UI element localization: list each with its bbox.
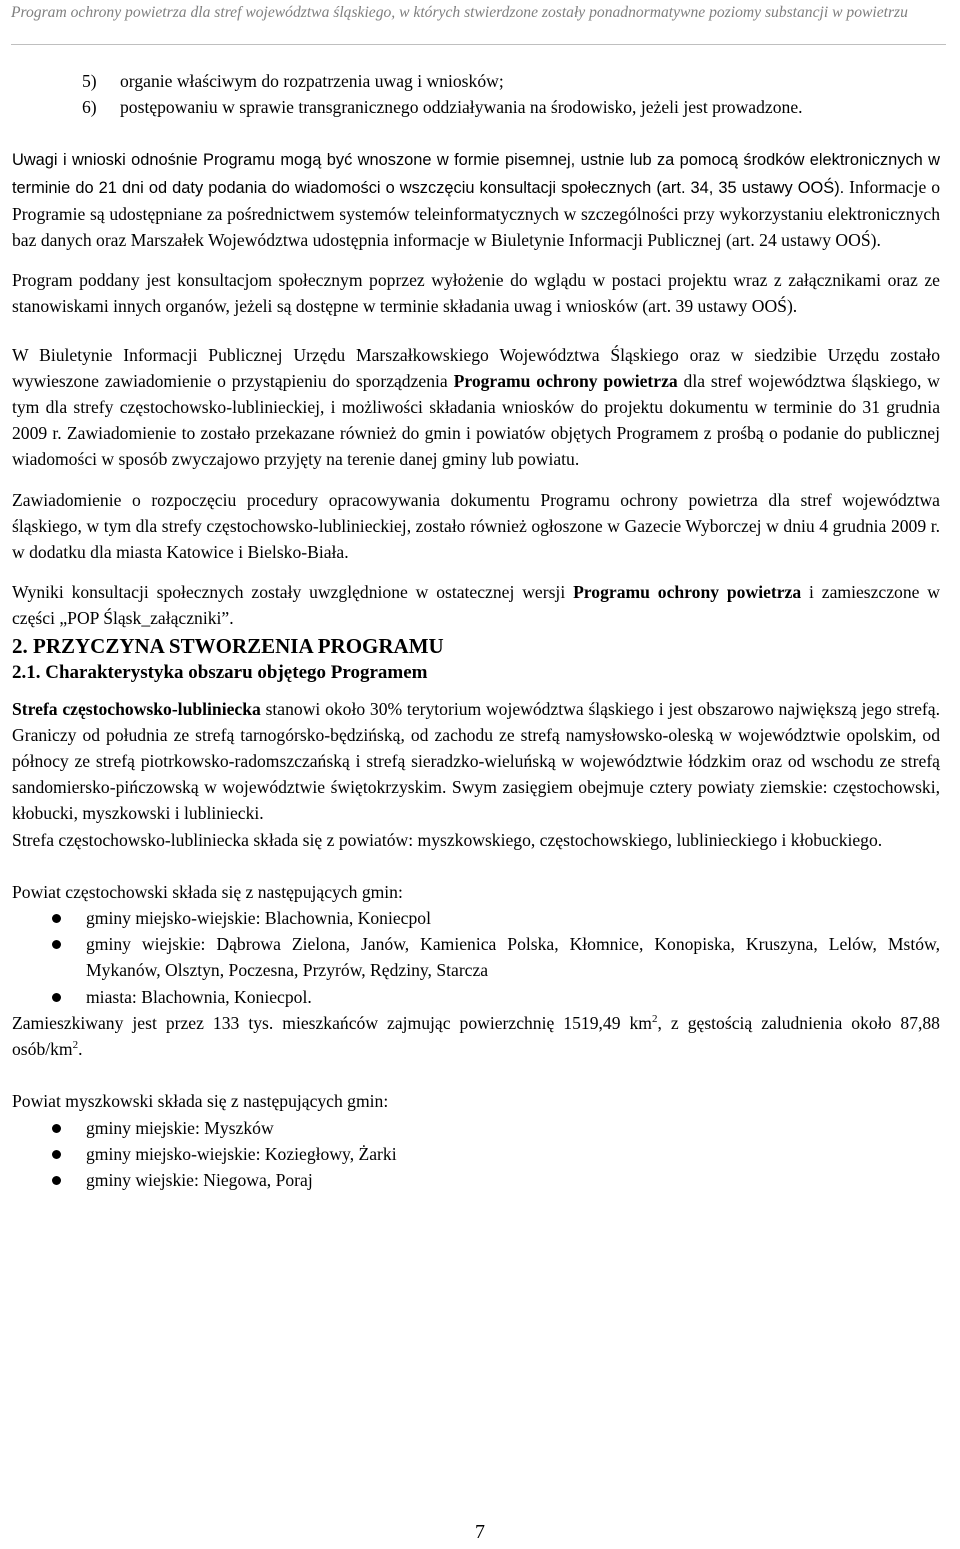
bullet-icon [12,984,86,1010]
text-run: Wyniki konsultacji społecznych zostały uwzględnione w ostatecznej wersji [12,582,574,603]
list-text: gminy wiejskie: Dąbrowa Zielona, Janów, Kamienica Polska, Kłomnice, Konopiska, Kruszyna, Lelów, Mstów, Mykanów, Olsztyn, Poczesna, Przyrów, Rędziny, Starcza [86,934,940,981]
text-run: Zamieszkiwany jest przez 133 tys. mieszkańców zajmując powierzchnię 1519,49 km [12,1012,652,1033]
list-item [12,931,940,983]
text-run: i zamieszczone w części „POP Śląsk_załączniki”. [12,582,940,629]
list-item [12,984,940,1010]
superscript: 2 [72,1039,79,1052]
section-heading: 2. PRZYCZYNA STWORZENIA PROGRAMU [12,633,444,658]
list-text: organie właściwym do rozpatrzenia uwag i wniosków; [120,71,504,91]
list-text: gminy miejsko-wiejskie: Koziegłowy, Żarki [86,1143,397,1164]
text-run: W Biuletynie Informacji Publicznej Urzędu Marszałkowskiego Województwa Śląskiego oraz w siedzibie Urzędu zostało wywieszone zawiadomienie o przystąpieniu do sporządzenia [12,344,940,391]
text-run: . [78,1039,83,1060]
county-population [12,1010,940,1062]
text-run: dla stref województwa śląskiego, w tym dla strefy częstochowsko-lublinieckiej, i możliwości składania wniosków do projektu dokumentu w terminie do 31 grudnia 2009 r. Zawiadomienie to zostało przekazane również do gmin i powiatów objętych Programem z prośbą o podanie do publicznej wiadomości w sposób zwyczajowo przyjęty na terenie danej gminy lub powiatu. [12,370,940,470]
paragraph-serif-part: Informacje o Programie są udostępniane za pośrednictwem systemów teleinformatycznych w szczególności przy wykorzystaniu elektronicznych baz danych oraz Marszałek Województwa udostępnia informacje w Biuletynie Informacji Publicznej (art. 24 ustawy OOŚ). [12,176,940,251]
list-item [12,1115,940,1141]
list-item [12,68,940,94]
superscript: 2 [651,1013,658,1026]
bullet-icon [12,931,86,983]
paragraph-sans-part: Uwagi i wnioski odnośnie Programu mogą być wnoszone w formie pisemnej, ustnie lub za pomocą środków elektronicznych w terminie do 21 dni od daty podania do wiadomości o wszczęciu konsultacji społecznych (art. 34, 35 ustawy OOŚ). [12,151,940,197]
paragraph-public-consultation: Program poddany jest konsultacjom społecznym poprzez wyłożenie do wglądu w postaci projektu wraz z załącznikami oraz ze stanowiskami innych organów, jeżeli są dostępne w terminie składania uwag i wniosków (art. 39 ustawy OOŚ). [12,270,940,317]
bullet-icon [12,1115,86,1141]
list-item [12,94,940,120]
document-body [12,68,940,1193]
paragraph-zone-counties: Strefa częstochowsko-lubliniecka składa się z powiatów: myszkowskiego, częstochowskiego, lublinieckiego i kłobuckiego. [12,829,883,850]
bold-run: Programu ochrony powietrza [453,370,678,391]
bullet-icon [12,905,86,931]
list-item [12,905,940,931]
page-number: 7 [475,1521,485,1543]
numbered-list [12,68,940,120]
running-header: Program ochrony powietrza dla stref województwa śląskiego, w których stwierdzone zostały ponadnormatywne poziomy substancji w powietrzu [11,4,908,21]
bullet-list [12,1115,940,1194]
list-number: 6) [82,97,97,118]
list-text: gminy wiejskie: Niegowa, Poraj [86,1169,313,1190]
bold-run: Programu ochrony powietrza [573,582,802,603]
list-item [12,1167,940,1193]
text-run: , z gęstością zaludnienia około 87,88 osób/km [12,1012,940,1060]
paragraph-consultation-results [12,579,940,631]
county-intro: Powiat częstochowski składa się z następujących gmin: [12,881,403,902]
paragraph-consultation-remarks [12,146,940,253]
paragraph-bip-notice [12,342,940,473]
county-intro: Powiat myszkowski składa się z następujących gmin: [12,1091,389,1112]
bullet-icon [12,1141,86,1167]
paragraph-gazette-notice: Zawiadomienie o rozpoczęciu procedury opracowywania dokumentu Programu ochrony powietrza dla stref województwa śląskiego, w tym dla strefy częstochowsko-lublinieckiej, zostało również ogłoszone w Gazecie Wyborczej w dniu 4 grudnia 2009 r. w dodatku dla miasta Katowice i Bielsko-Biała. [12,489,940,563]
paragraph-zone-description [12,696,940,827]
bullet-list [12,905,940,1010]
subsection-heading: 2.1. Charakterystyka obszaru objętego Programem [12,661,428,683]
text-run: stanowi około 30% terytorium województwa śląskiego i jest obszarowo największą jego strefą. Graniczy od południa ze strefą tarnogórsko-będzińską, od zachodu ze strefą namysłowsko-oleską w województwie opolskim, od północy ze strefą piotrkowsko-radomszczańską i strefą sieradzko-wieluńską w województwie łódzkim oraz od wschodu ze strefą sandomiersko-pińczowską w województwie świętokrzyskim. Swym zasięgiem obejmuje cztery powiaty ziemskie: częstochowski, kłobucki, myszkowski i lubliniecki. [12,698,941,824]
header-divider [11,44,946,45]
list-number: 5) [82,71,97,91]
bold-run: Strefa częstochowsko-lubliniecka [12,698,261,719]
list-text: postępowaniu w sprawie transgranicznego oddziaływania na środowisko, jeżeli jest prowadzone. [120,97,803,118]
list-text: gminy miejskie: Myszków [86,1117,274,1138]
list-text: gminy miejsko-wiejskie: Blachownia, Koniecpol [86,908,431,929]
bullet-icon [12,1167,86,1193]
list-item [12,1141,940,1167]
list-text: miasta: Blachownia, Koniecpol. [86,986,312,1007]
